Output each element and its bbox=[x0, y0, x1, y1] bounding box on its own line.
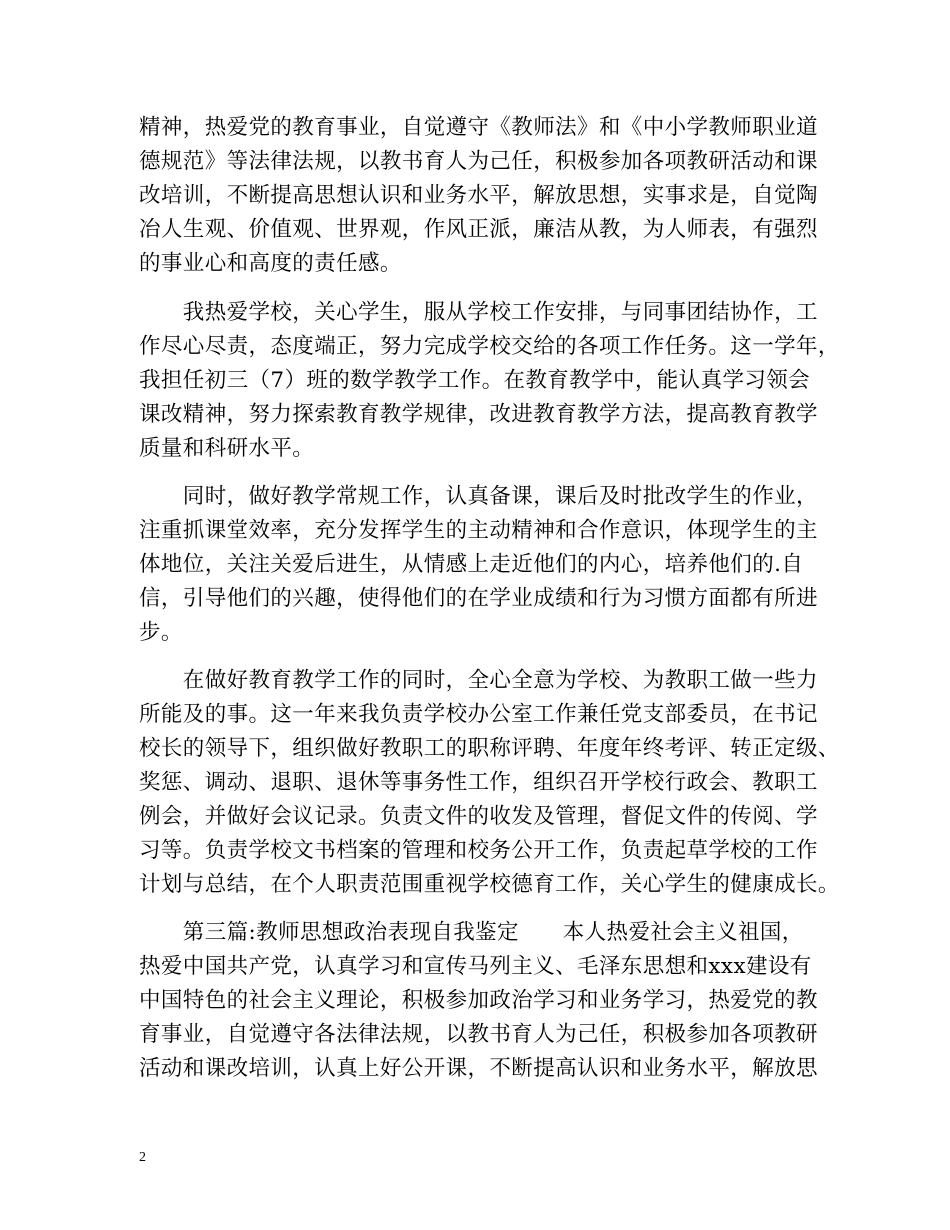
text-line: 精神，热爱党的教育事业，自觉遵守《教师法》和《中小学教师职业道 bbox=[139, 115, 818, 140]
page-number: 2 bbox=[139, 1150, 146, 1165]
text-line: 质量和科研水平。 bbox=[139, 436, 315, 461]
text-line: 信，引导他们的兴趣，使得他们的在学业成绩和行为习惯方面都有所进 bbox=[139, 586, 818, 611]
text-line: 育事业，自觉遵守各法律法规，以教书育人为己任，积极参加各项教研 bbox=[139, 1022, 818, 1047]
text-line: 作尽心尽责，态度端正，努力完成学校交给的各项工作任务。这一学年， bbox=[139, 334, 840, 359]
text-line: 习等。负责学校文书档案的管理和校务公开工作，负责起草学校的工作 bbox=[139, 838, 818, 863]
text-line: 例会，并做好会议记录。负责文件的收发及管理，督促文件的传阅、学 bbox=[139, 804, 818, 829]
text-line: 注重抓课堂效率，充分发挥学生的主动精神和合作意识，体现学生的主 bbox=[139, 518, 818, 543]
text-line: 活动和课改培训，认真上好公开课，不断提高认识和业务水平，解放思 bbox=[139, 1056, 818, 1081]
text-line: 的事业心和高度的责任感。 bbox=[139, 251, 402, 276]
text-line: 计划与总结，在个人职责范围重视学校德育工作，关心学生的健康成长。 bbox=[139, 872, 840, 897]
text-line: 我担任初三（7）班的数学教学工作。在教育教学中，能认真学习领会 bbox=[139, 368, 811, 393]
text-line: 冶人生观、价值观、世界观，作风正派，廉洁从教，为人师表，有强烈 bbox=[139, 217, 818, 242]
text-line: 改培训，不断提高思想认识和业务水平，解放思想，实事求是，自觉陶 bbox=[139, 183, 818, 208]
text-line: 我热爱学校，关心学生，服从学校工作安排，与同事团结协作，工 bbox=[139, 300, 818, 325]
text-line: 在做好教育教学工作的同时，全心全意为学校、为教职工做一些力 bbox=[139, 668, 818, 693]
text-line: 奖惩、调动、退职、退休等事务性工作，组织召开学校行政会、教职工 bbox=[139, 770, 818, 795]
text-line: 校长的领导下，组织做好教职工的职称评聘、年度年终考评、转正定级、 bbox=[139, 736, 840, 761]
text-line: 体地位，关注关爱后进生，从情感上走近他们的内心，培养他们的.自 bbox=[139, 552, 804, 577]
text-line: 步。 bbox=[139, 620, 183, 645]
text-line: 中国特色的社会主义理论，积极参加政治学习和业务学习，热爱党的教 bbox=[139, 988, 818, 1013]
text-line: 德规范》等法律法规，以教书育人为己任，积极参加各项教研活动和课 bbox=[139, 149, 818, 174]
text-line: 热爱中国共产党，认真学习和宣传马列主义、毛泽东思想和xxx建设有 bbox=[139, 954, 812, 979]
text-line: 同时，做好教学常规工作，认真备课，课后及时批改学生的作业， bbox=[139, 484, 818, 509]
text-line: 课改精神，努力探索教育教学规律，改进教育教学方法，提高教育教学 bbox=[139, 402, 818, 427]
text-line: 第三篇:教师思想政治表现自我鉴定 本人热爱社会主义祖国， bbox=[139, 920, 804, 945]
text-line: 所能及的事。这一年来我负责学校办公室工作兼任党支部委员，在书记 bbox=[139, 702, 818, 727]
